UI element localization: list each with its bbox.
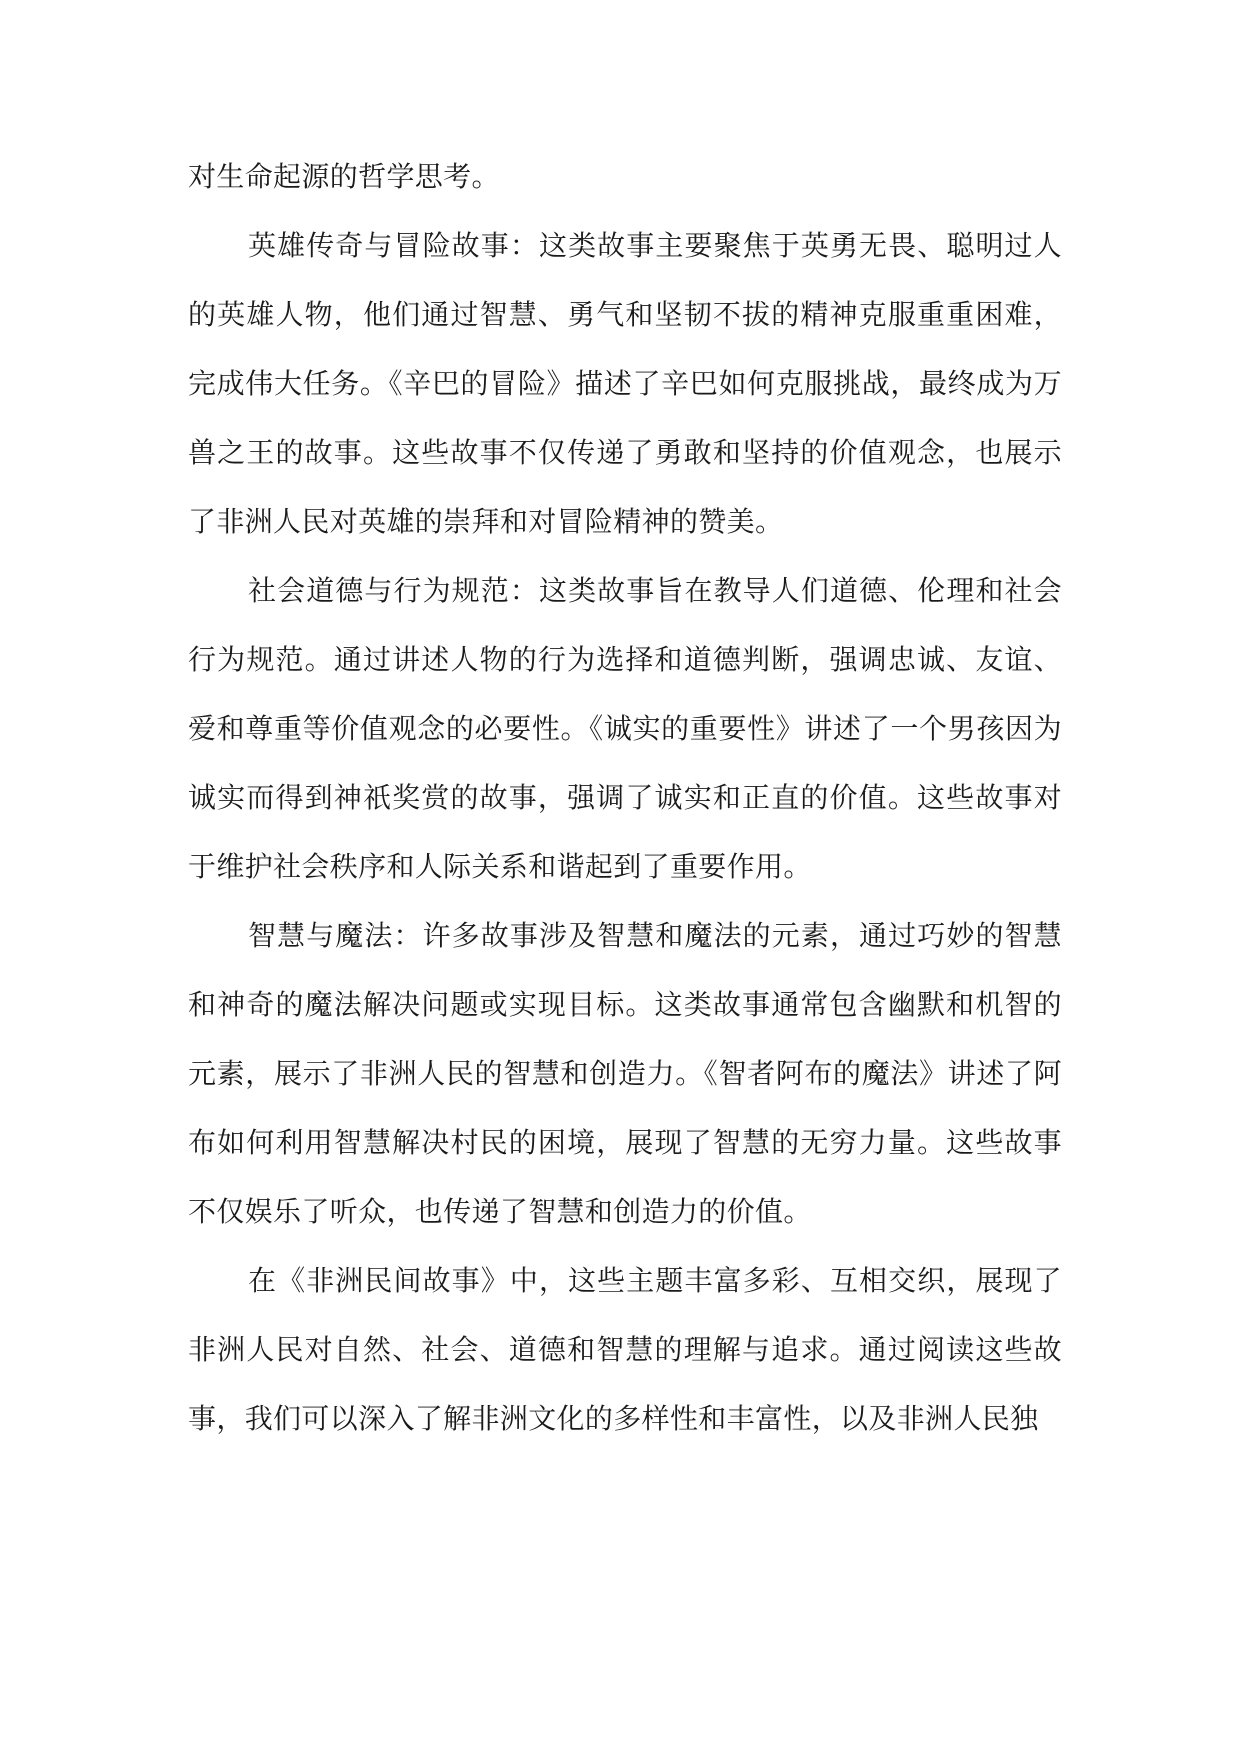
paragraph-social-morality: 社会道德与行为规范：这类故事旨在教导人们道德、伦理和社会行为规范。通过讲述人物的行为选择和道德判断，强调忠诚、友谊、爱和尊重等价值观念的必要性。《诚实的重要性》讲述了一个男孩因为诚实而得到神祇奖赏的故事，强调了诚实和正直的价值。这些故事对于维护社会秩序和人际关系和谐起到了重要作用。	[188, 574, 1062, 883]
paragraph-wisdom-magic: 智慧与魔法：许多故事涉及智慧和魔法的元素，通过巧妙的智慧和神奇的魔法解决问题或实现目标。这类故事通常包含幽默和机智的元素，展示了非洲人民的智慧和创造力。《智者阿布的魔法》讲述了阿布如何利用智慧解决村民的困境，展现了智慧的无穷力量。这些故事不仅娱乐了听众，也传递了智慧和创造力的价值。	[188, 919, 1062, 1228]
paragraph-continuation: 对生命起源的哲学思考。	[188, 160, 500, 193]
paragraph-hero-legends: 英雄传奇与冒险故事：这类故事主要聚焦于英勇无畏、聪明过人的英雄人物，他们通过智慧、勇气和坚韧不拔的精神克服重重困难，完成伟大任务。《辛巴的冒险》描述了辛巴如何克服挑战，最终成为万兽之王的故事。这些故事不仅传递了勇敢和坚持的价值观念，也展示了非洲人民对英雄的崇拜和对冒险精神的赞美。	[188, 229, 1062, 538]
paragraph-summary: 在《非洲民间故事》中，这些主题丰富多彩、互相交织，展现了非洲人民对自然、社会、道德和智慧的理解与追求。通过阅读这些故事，我们可以深入了解非洲文化的多样性和丰富性，以及非洲人民独	[188, 1264, 1062, 1435]
body-text	[188, 142, 1062, 1453]
